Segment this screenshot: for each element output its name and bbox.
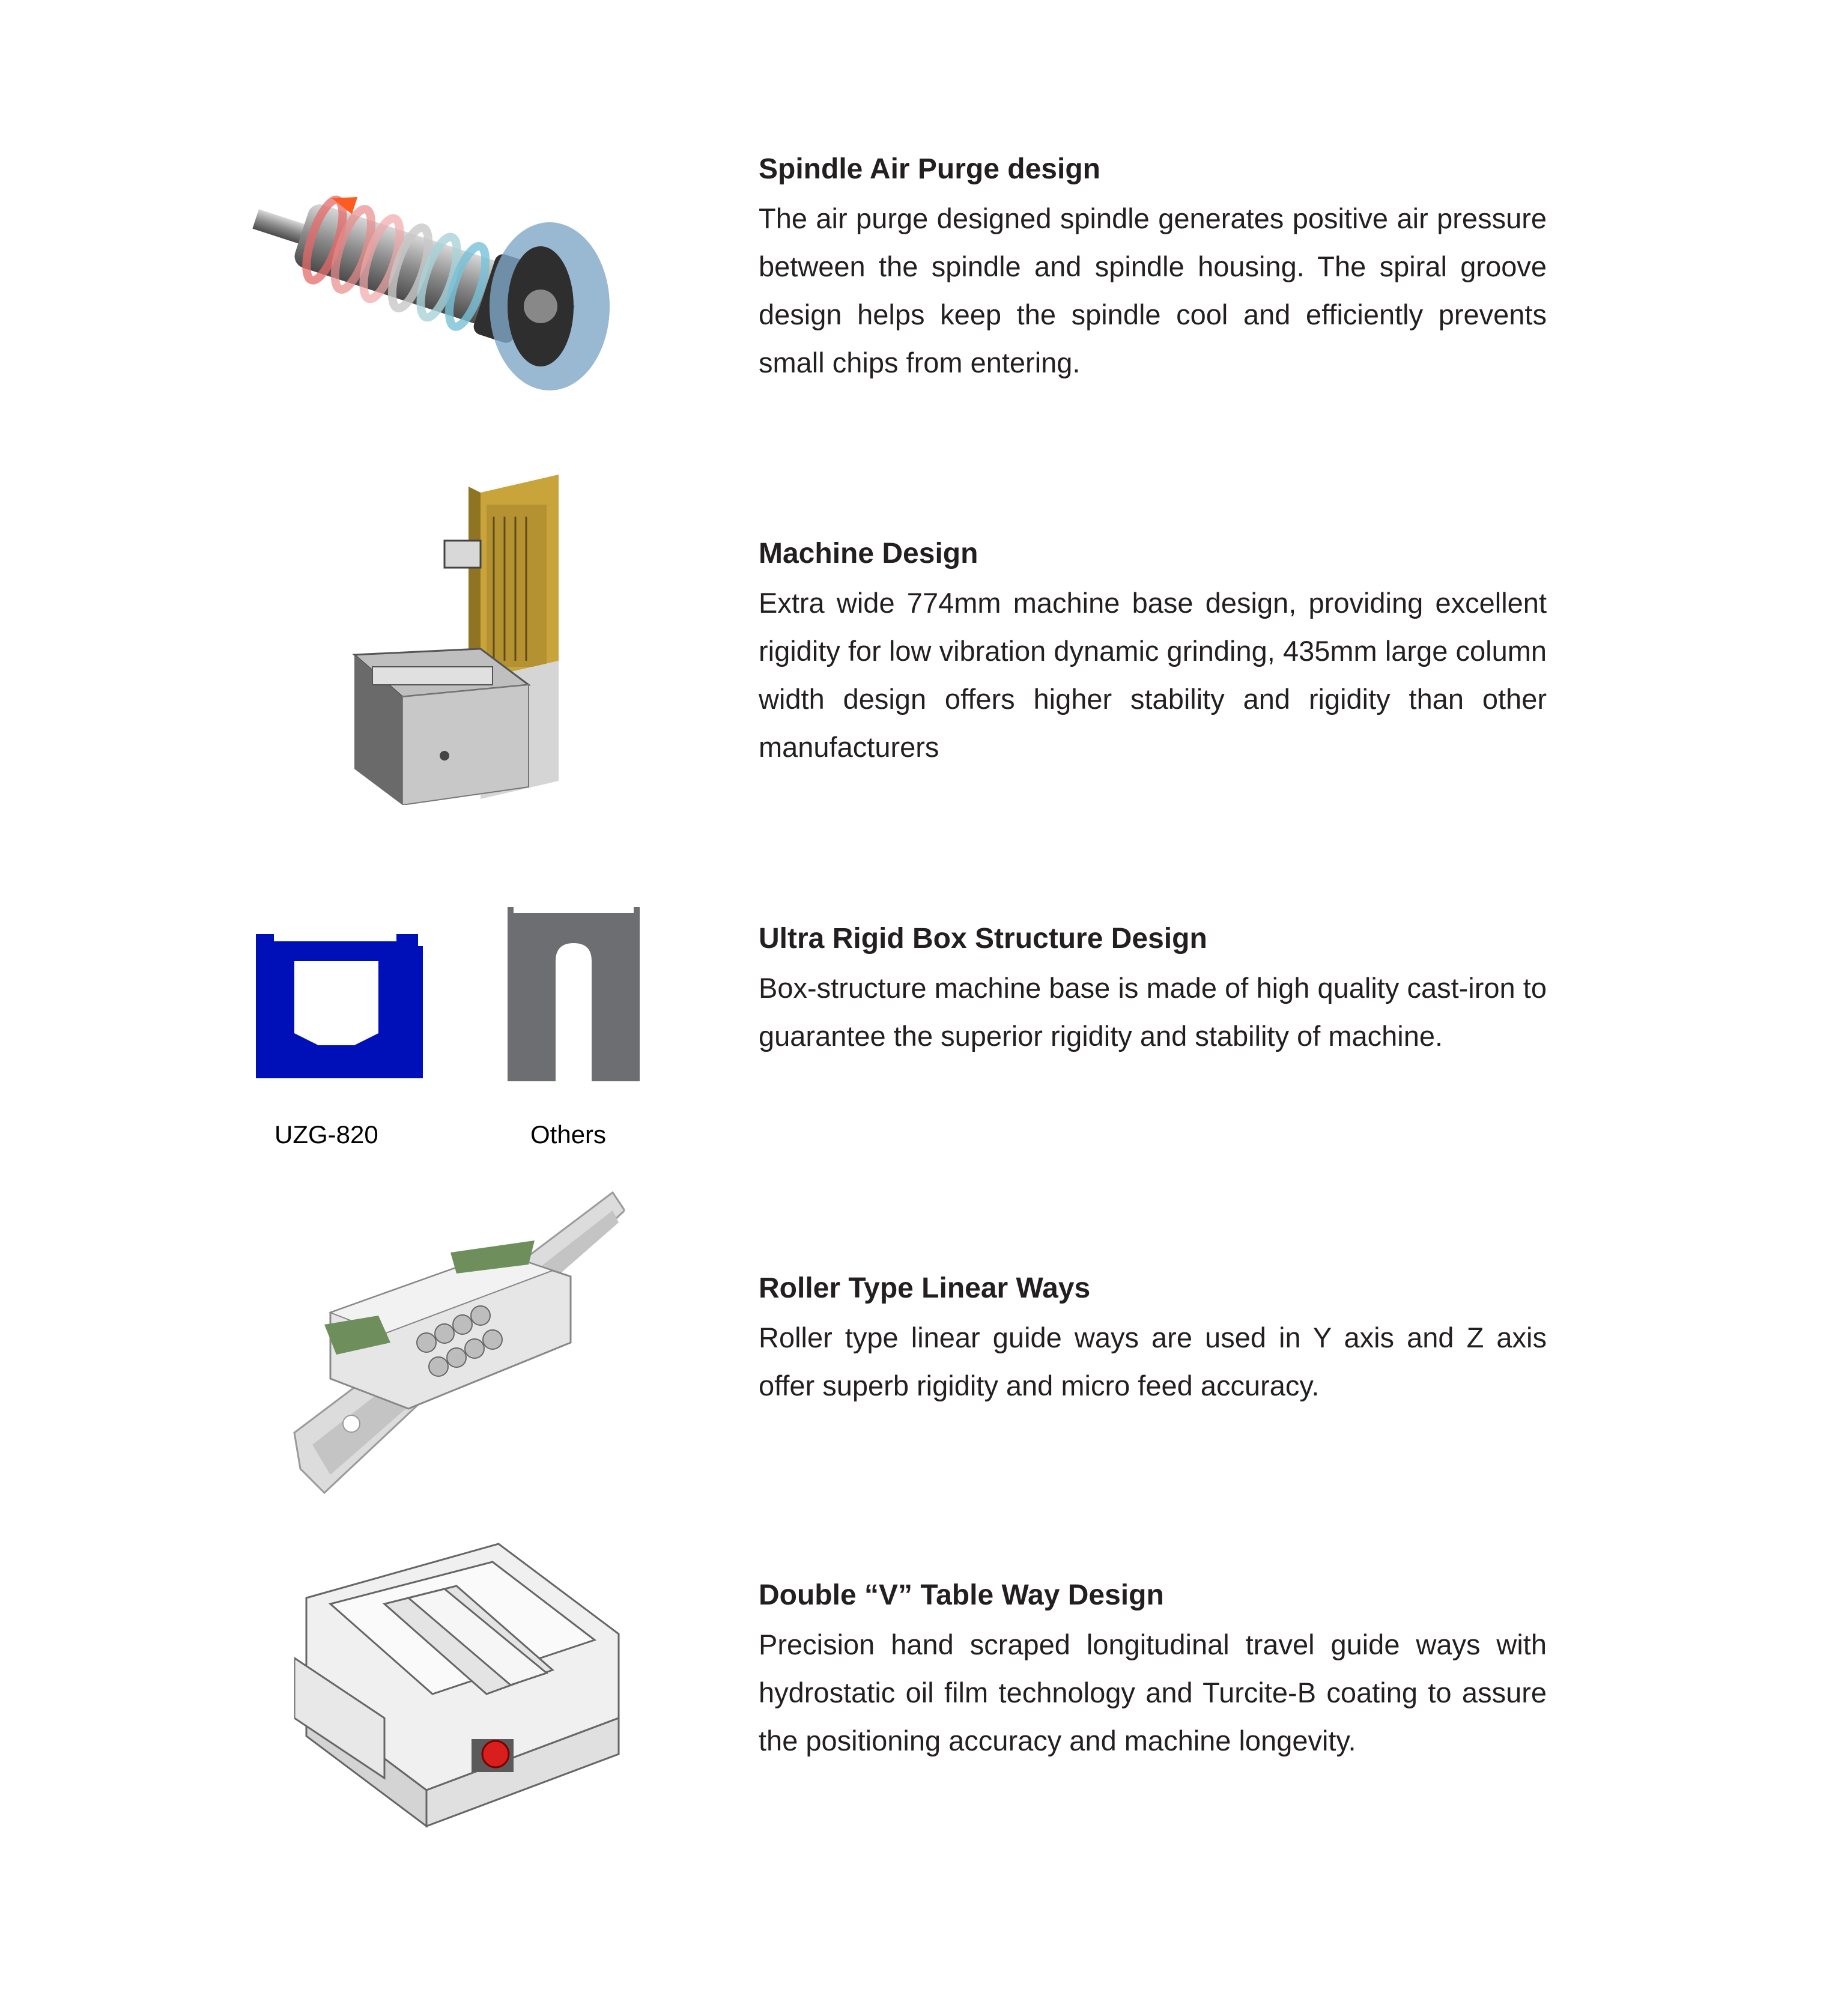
spindle-illustration bbox=[246, 174, 619, 390]
feature-title: Roller Type Linear Ways bbox=[759, 1272, 1091, 1304]
feature-description: Roller type linear guide ways are used in Y axis and Z axis offer superb rigidity and micro feed accuracy. bbox=[759, 1322, 1547, 1401]
feature-description: Box-structure machine base is made of high quality cast-iron to guarantee the superior rigidity and stability of machine. bbox=[759, 972, 1547, 1052]
others-box-illustration bbox=[502, 907, 646, 1081]
feature-description: Extra wide 774mm machine base design, providing excellent rigidity for low vibration dynamic grinding, 435mm large column width design offers higher stability and rigidity than other manufacturers bbox=[759, 587, 1547, 763]
feature-description: The air purge designed spindle generates positive air pressure between the spindle and spindle housing. The spiral groove design helps keep the spindle cool and efficiently prevents small chips from entering. bbox=[759, 202, 1547, 378]
others-caption: Others bbox=[530, 1120, 607, 1149]
linear-way-illustration bbox=[288, 1186, 625, 1499]
feature-title: Machine Design bbox=[759, 538, 978, 569]
feature-description: Precision hand scraped longitudinal travel guide ways with hydrostatic oil film technology and Turcite-B coating to assure the positioning accuracy and machine longevity. bbox=[759, 1629, 1547, 1756]
feature-title: Ultra Rigid Box Structure Design bbox=[759, 923, 1207, 955]
feature-title: Spindle Air Purge design bbox=[759, 153, 1100, 185]
uzg-box-illustration bbox=[252, 928, 426, 1078]
table-way-illustration bbox=[294, 1538, 631, 1838]
uzg-caption: UZG-820 bbox=[274, 1120, 378, 1149]
machine-illustration bbox=[336, 469, 577, 805]
feature-title: Double “V” Table Way Design bbox=[759, 1579, 1164, 1611]
